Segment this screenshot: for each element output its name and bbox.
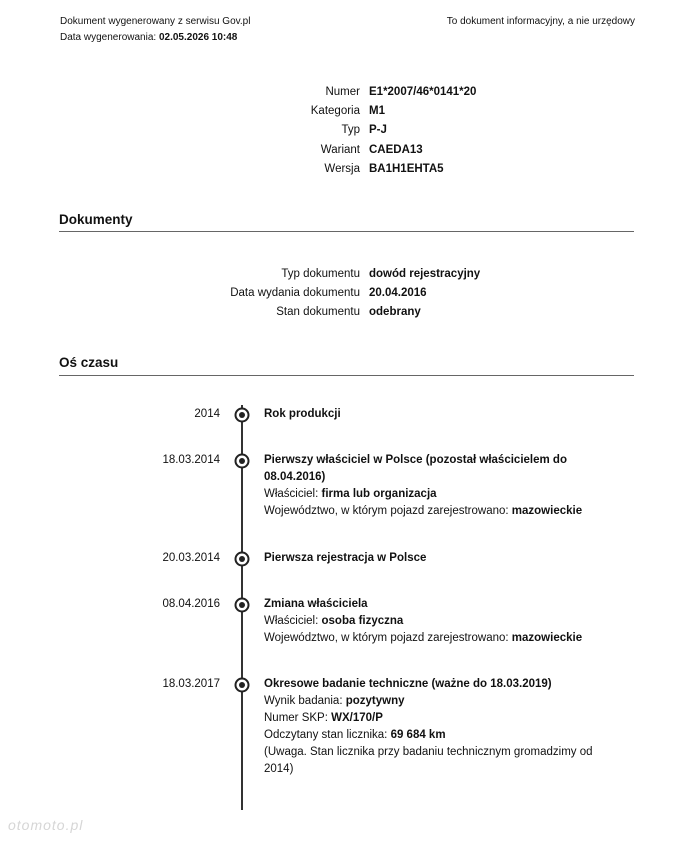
timeline-detail-line	[264, 727, 604, 744]
detail-label: (Uwaga. Stan licznika przy badaniu technicznym gromadzimy od 2014)	[264, 746, 593, 775]
detail-value: mazowieckie	[511, 632, 583, 644]
field-label: Stan dokumentu	[276, 306, 360, 319]
timeline-detail-line	[264, 744, 604, 778]
detail-value: mazowieckie	[511, 505, 583, 517]
section-divider	[59, 375, 634, 376]
detail-label: Województwo, w którym pojazd zarejestrowano:	[264, 505, 512, 517]
timeline-date: 18.03.2017	[162, 678, 220, 690]
field-value: odebrany	[369, 306, 421, 319]
timeline-dot-icon	[234, 407, 250, 423]
timeline-body	[264, 452, 604, 520]
generated-date-label: Data wygenerowania:	[60, 32, 157, 43]
field-label: Data wydania dokumentu	[230, 287, 360, 300]
timeline-event-title: Pierwsza rejestracja w Polsce	[264, 552, 427, 564]
field-label: Numer	[325, 85, 360, 98]
timeline-body	[264, 550, 604, 567]
timeline-detail-line	[264, 710, 604, 727]
timeline-event-title: Pierwszy właściciel w Polsce (pozostał właścicielem do 08.04.2016)	[264, 454, 567, 483]
timeline-detail-line	[264, 613, 604, 630]
timeline-dot-icon	[234, 597, 250, 613]
generated-from-text: Dokument wygenerowany z serwisu Gov.pl	[60, 16, 251, 27]
detail-label: Numer SKP:	[264, 712, 332, 724]
section-title-timeline: Oś czasu	[59, 355, 119, 370]
field-value: 20.04.2016	[369, 287, 427, 300]
timeline-dot-icon	[234, 677, 250, 693]
detail-value: osoba fizyczna	[321, 615, 404, 627]
document-header-left	[60, 14, 250, 46]
detail-value: WX/170/P	[331, 712, 383, 724]
document-info-row	[0, 303, 480, 322]
timeline-body	[264, 406, 604, 423]
field-value: M1	[369, 105, 385, 118]
timeline-detail-line	[264, 503, 604, 520]
generated-date-value: 02.05.2026 10:48	[158, 32, 238, 43]
timeline-detail-line	[264, 630, 604, 647]
timeline-date: 2014	[194, 408, 220, 420]
timeline-date: 08.04.2016	[162, 598, 220, 610]
timeline-event-title: Rok produkcji	[264, 408, 341, 420]
timeline-date: 20.03.2014	[162, 552, 220, 564]
timeline-detail-line	[264, 486, 604, 503]
field-value: P-J	[369, 124, 387, 137]
document-info-row	[0, 264, 480, 283]
detail-label: Odczytany stan licznika:	[264, 729, 391, 741]
vehicle-info-row	[0, 140, 476, 159]
section-divider	[59, 231, 634, 232]
timeline-body	[264, 676, 604, 778]
field-value: CAEDA13	[369, 143, 423, 156]
timeline-event-title: Zmiana właściciela	[264, 598, 368, 610]
section-title-documents: Dokumenty	[59, 212, 133, 227]
timeline-body	[264, 596, 604, 647]
timeline-dot-icon	[234, 551, 250, 567]
field-value: dowód rejestracyjny	[369, 267, 481, 280]
document-info-row	[0, 283, 480, 302]
vehicle-info-row	[0, 101, 476, 120]
timeline-event-title: Okresowe badanie techniczne (ważne do 18.03.2019)	[264, 678, 552, 690]
field-label: Typ	[341, 124, 360, 137]
informational-note: To dokument informacyjny, a nie urzędowy	[446, 16, 635, 27]
detail-label: Właściciel:	[264, 615, 322, 627]
timeline-detail-line	[264, 693, 604, 710]
detail-value: firma lub organizacja	[321, 488, 437, 500]
field-value: E1*2007/46*0141*20	[369, 85, 477, 98]
vehicle-info-row	[0, 82, 476, 101]
detail-label: Wynik badania:	[264, 695, 346, 707]
field-label: Kategoria	[310, 105, 360, 118]
detail-value: pozytywny	[345, 695, 405, 707]
field-label: Typ dokumentu	[281, 267, 360, 280]
generated-date-line	[60, 30, 250, 46]
field-value: BA1H1EHTA5	[369, 163, 444, 176]
watermark-logo: otomoto.pl	[8, 817, 84, 833]
detail-value: 69 684 km	[390, 729, 446, 741]
detail-label: Województwo, w którym pojazd zarejestrowano:	[264, 632, 512, 644]
timeline-date: 18.03.2014	[162, 454, 220, 466]
timeline-dot-icon	[234, 453, 250, 469]
field-label: Wersja	[324, 163, 360, 176]
vehicle-info-row	[0, 160, 476, 179]
documents-table	[0, 264, 480, 322]
field-label: Wariant	[320, 143, 360, 156]
vehicle-info-table	[0, 82, 476, 179]
detail-label: Właściciel:	[264, 488, 322, 500]
vehicle-info-row	[0, 121, 476, 140]
